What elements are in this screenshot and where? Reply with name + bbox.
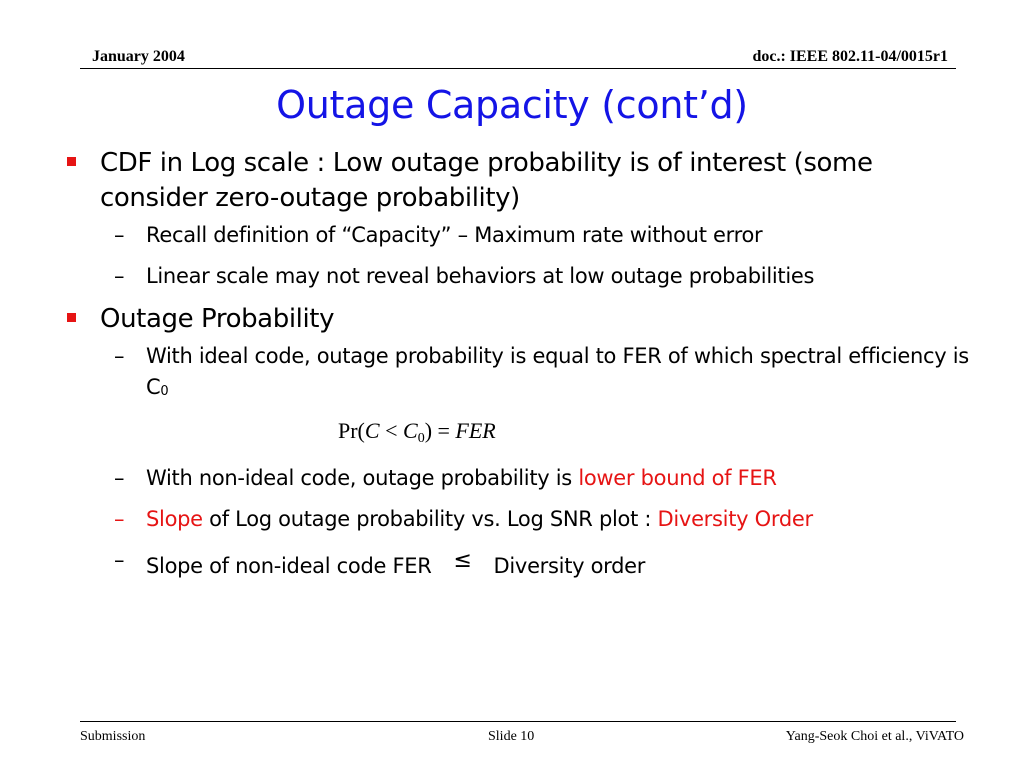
footer-slide-number: Slide 10 <box>488 729 535 744</box>
highlight-diversity-order: Diversity Order <box>657 507 813 531</box>
formula-c: C <box>364 418 380 443</box>
sub-bullet-text: With ideal code, outage probability is equal to FER of which spectral efficiency is C <box>146 344 969 399</box>
sub-bullet-non-ideal-code <box>60 463 980 494</box>
outage-formula <box>60 417 980 453</box>
sub-bullet-capacity-definition <box>60 220 980 251</box>
header-divider <box>80 68 956 69</box>
square-bullet-icon <box>67 157 76 166</box>
footer-divider <box>80 721 956 722</box>
less-equal-symbol: ≤ <box>453 548 472 573</box>
sub-bullet-text: Linear scale may not reveal behaviors at low outage probabilities <box>146 264 815 288</box>
highlight-slope: Slope <box>146 507 203 531</box>
formula-pr: Pr( <box>338 418 365 443</box>
formula-close: ) = <box>424 418 456 443</box>
square-bullet-icon <box>67 313 76 322</box>
subscript-zero: 0 <box>160 384 169 399</box>
footer-author: Yang-Seok Choi et al., ViVATO <box>785 729 964 744</box>
bullet-outage-probability <box>60 302 980 337</box>
sub-bullet-ideal-code <box>60 341 980 407</box>
header-doc-id: doc.: IEEE 802.11-04/0015r1 <box>752 48 948 65</box>
slide-title: Outage Capacity (cont’d) <box>276 83 748 127</box>
formula-lt: < <box>379 418 403 443</box>
sub-bullet-text: With non-ideal code, outage probability is <box>146 466 579 490</box>
bullet-text: CDF in Log scale : Low outage probability is of interest (some consider zero-outage probability) <box>100 148 873 213</box>
formula-c0: C <box>403 418 418 443</box>
sub-bullet-slope-diversity <box>60 504 980 535</box>
bullet-cdf-log-scale <box>60 146 980 216</box>
header-date: January 2004 <box>92 48 185 65</box>
sub-bullet-linear-scale <box>60 261 980 292</box>
formula-c0-subscript: 0 <box>417 431 425 446</box>
highlight-lower-bound: lower bound of FER <box>578 466 777 490</box>
formula-fer: FER <box>455 418 496 443</box>
dash-bullet-icon: – <box>114 548 125 572</box>
dash-bullet-icon: – <box>114 507 125 531</box>
sub-bullet-text-end: Diversity order <box>493 554 646 578</box>
dash-bullet-icon: – <box>114 466 125 490</box>
sub-bullet-text: Recall definition of “Capacity” – Maximum rate without error <box>146 223 763 247</box>
bullet-text: Outage Probability <box>100 304 335 334</box>
footer-submission: Submission <box>80 729 146 744</box>
sub-bullet-text: Slope of non-ideal code FER <box>146 554 432 578</box>
dash-bullet-icon: – <box>114 264 125 288</box>
sub-bullet-text: of Log outage probability vs. Log SNR plot : <box>202 507 658 531</box>
slide-content <box>60 146 980 592</box>
sub-bullet-non-ideal-slope <box>60 545 980 582</box>
dash-bullet-icon: – <box>114 344 125 368</box>
dash-bullet-icon: – <box>114 223 125 247</box>
